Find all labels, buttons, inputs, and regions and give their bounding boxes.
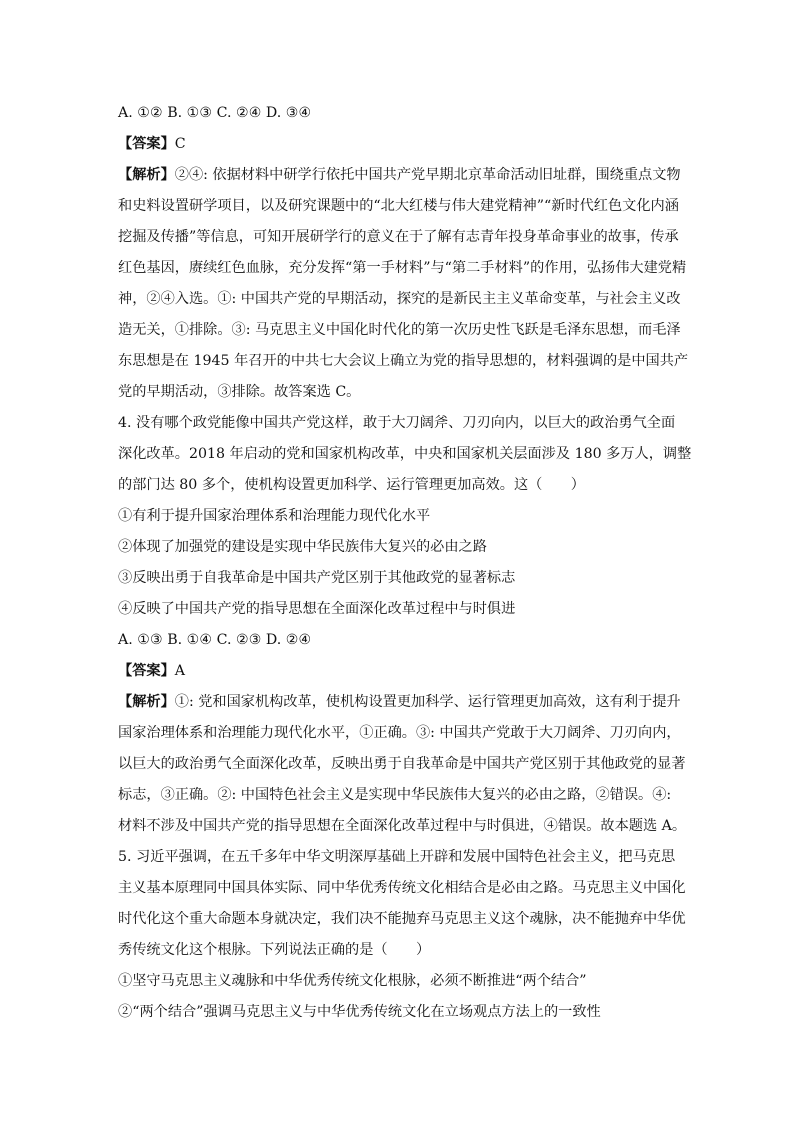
q5-stem-line-1: 5. 习近平强调，在五千多年中华文明深厚基础上开辟和发展中国特色社会主义，把马克思 [118, 849, 676, 865]
q4-answer: 【答案】A [118, 663, 186, 679]
q3-analysis-line-4: 红色基因，赓续红色血脉，充分发挥“第一手材料”与“第二手材料”的作用，弘扬伟大建党精 [118, 260, 687, 276]
q4-stem-line-3: 的部门达 80 多个，使机构设置更加科学、运行管理更加高效。这（ ） [118, 477, 585, 493]
q4-analysis-line-5: 材料不涉及中国共产党的指导思想在全面深化改革过程中与时俱进，④错误。故本题选 A。 [118, 818, 687, 834]
q4-stem-line-1: 4. 没有哪个政党能像中国共产党这样，敢于大刀阔斧、刀刃向内，以巨大的政治勇气全面 [118, 415, 676, 431]
q3-analysis-line-7: 东思想是在 1945 年召开的中共七大会议上确立为党的指导思想的，材料强调的是中国共产 [118, 353, 689, 369]
q4-statement-4: ④反映了中国共产党的指导思想在全面深化改革过程中与时俱进 [118, 601, 516, 617]
q3-analysis-line-1: 【解析】②④: 依据材料中研学行依托中国共产党早期北京革命活动旧址群，围绕重点文物 [118, 167, 681, 183]
q4-statement-2: ②体现了加强党的建设是实现中华民族伟大复兴的必由之路 [118, 539, 487, 555]
q4-analysis-line-2: 国家治理体系和治理能力现代化水平，①正确。③: 中国共产党敢于大刀阔斧、刀刃向内， [118, 725, 681, 741]
q4-options: A. ①③ B. ①④ C. ②③ D. ②④ [118, 632, 312, 648]
q3-answer: 【答案】C [118, 136, 186, 152]
q4-stem-line-2: 深化改革。2018 年启动的党和国家机构改革，中央和国家机关层面涉及 180 多万人，调整 [118, 446, 692, 462]
q3-analysis-line-3: 挖掘及传播”等信息，可知开展研学行的意义在于了解有志青年投身革命事业的故事，传承 [118, 229, 679, 245]
q5-stem-line-3: 时代化这个重大命题本身就决定，我们决不能抛弃马克思主义这个魂脉，决不能抛弃中华优 [118, 911, 686, 927]
q3-analysis-line-5: 神，②④入选。①: 中国共产党的早期活动，探究的是新民主主义革命变革，与社会主义改 [118, 291, 681, 307]
q5-stem-line-2: 主义基本原理同中国具体实际、同中华优秀传统文化相结合是必由之路。马克思主义中国化 [118, 880, 686, 896]
q5-statement-2: ②“两个结合”强调马克思主义与中华优秀传统文化在立场观点方法上的一致性 [118, 1004, 601, 1020]
q4-analysis-line-3: 以巨大的政治勇气全面深化改革，反映出勇于自我革命是中国共产党区别于其他政党的显著 [118, 756, 686, 772]
q4-statement-3: ③反映出勇于自我革命是中国共产党区别于其他政党的显著标志 [118, 570, 516, 586]
q3-analysis-line-6: 造无关，①排除。③: 马克思主义中国化时代化的第一次历史性飞跃是毛泽东思想，而毛泽 [118, 322, 681, 338]
q4-analysis-line-4: 标志，③正确。②: 中国特色社会主义是实现中华民族伟大复兴的必由之路，②错误。④: [118, 787, 672, 803]
q4-analysis-line-1: 【解析】①: 党和国家机构改革，使机构设置更加科学、运行管理更加高效，这有利于提升 [118, 694, 681, 710]
q3-analysis-line-8: 党的早期活动，③排除。故答案选 C。 [118, 384, 361, 400]
q3-options: A. ①② B. ①③ C. ②④ D. ③④ [118, 105, 312, 121]
q5-stem-line-4: 秀传统文化这个根脉。下列说法正确的是（ ） [118, 942, 431, 958]
q4-statement-1: ①有利于提升国家治理体系和治理能力现代化水平 [118, 508, 431, 524]
q5-statement-1: ①坚守马克思主义魂脉和中华优秀传统文化根脉，必须不断推进“两个结合” [118, 973, 587, 989]
q3-analysis-line-2: 和史料设置研学项目，以及研究课题中的“北大红楼与伟大建党精神”“新时代红色文化内涵 [118, 198, 679, 214]
